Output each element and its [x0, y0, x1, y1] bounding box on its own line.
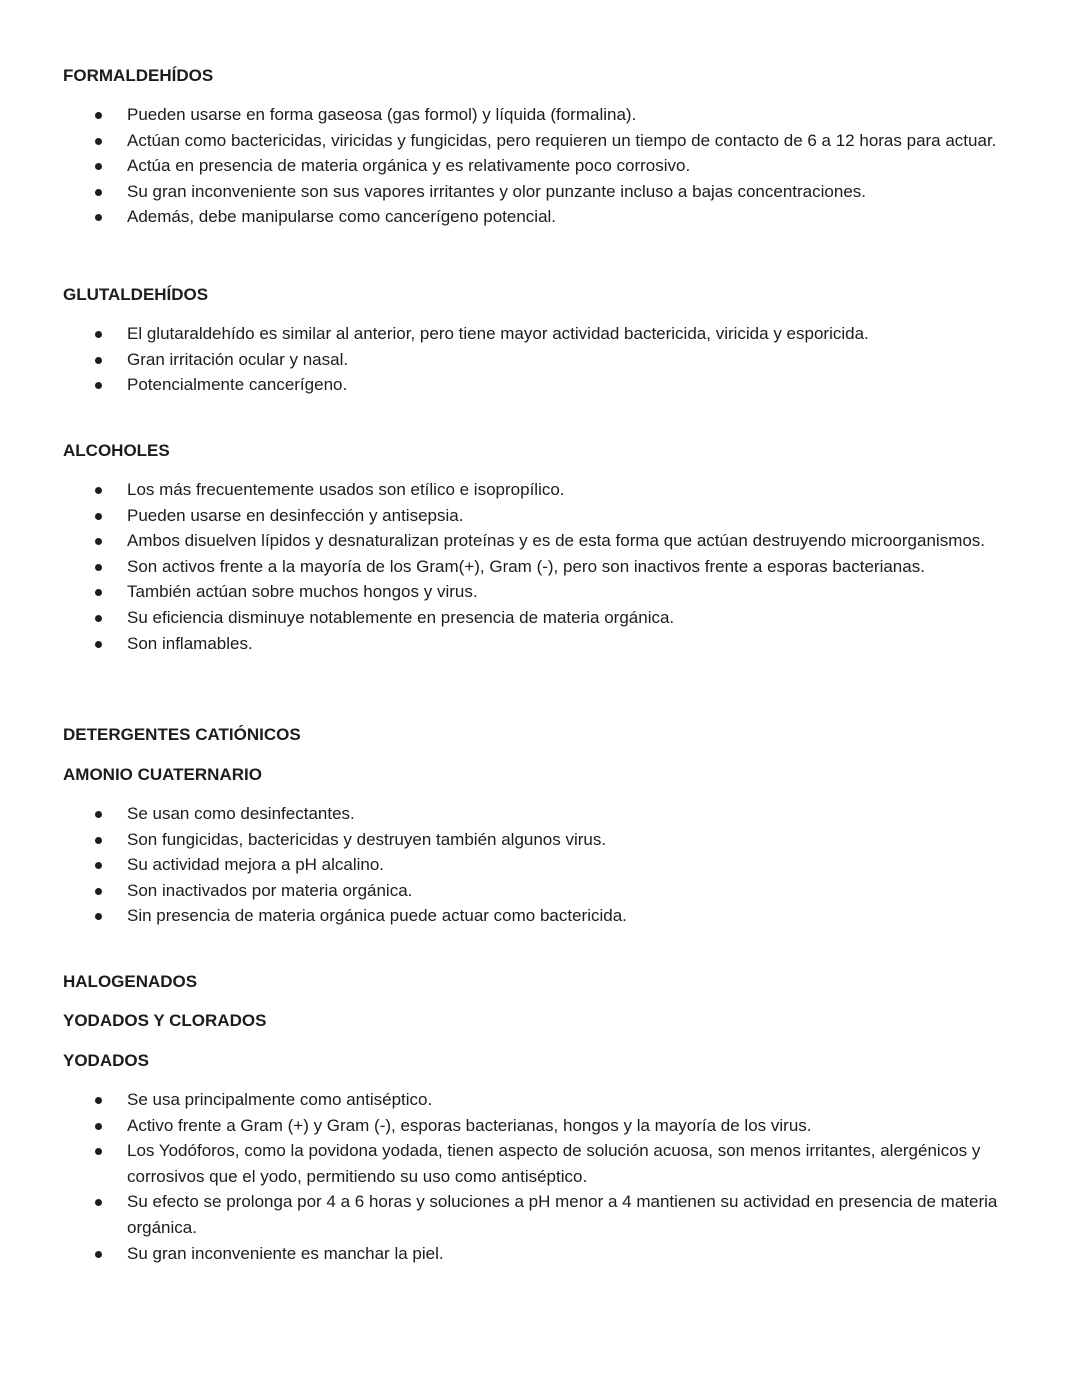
section-heading-detergentes-cationicos: DETERGENTES CATIÓNICOS: [63, 725, 301, 744]
bullet-icon: [95, 811, 102, 818]
section-subheading-yodados: YODADOS: [63, 1051, 149, 1070]
bullet-icon: [95, 1148, 102, 1155]
bullet-icon: [95, 163, 102, 170]
list-item: [0, 321, 1080, 347]
list-item-text: Son inflamables.: [127, 633, 253, 653]
bullet-icon: [95, 189, 102, 196]
bullet-icon: [95, 641, 102, 648]
list-item: [0, 102, 1080, 128]
list-item-text: También actúan sobre muchos hongos y virus.: [127, 582, 478, 602]
bullet-icon: [95, 331, 102, 338]
list-item-text: Son activos frente a la mayoría de los Gram(+), Gram (-), pero son inactivos frente a esporas bacterianas.: [127, 556, 925, 576]
bullet-icon: [95, 1251, 102, 1258]
bullet-icon: [95, 112, 102, 119]
list-item-text: Pueden usarse en desinfección y antisepsia.: [127, 505, 464, 525]
list-item-text: Su eficiencia disminuye notablemente en presencia de materia orgánica.: [127, 607, 675, 627]
list-item-text: Su gran inconveniente es manchar la piel.: [127, 1243, 444, 1263]
bullet-icon: [95, 564, 102, 571]
list-item: [0, 827, 1080, 853]
list-item: [0, 372, 1080, 398]
list-item-text: Actúa en presencia de materia orgánica y es relativamente poco corrosivo.: [127, 156, 691, 176]
section-heading-glutaldehidos: GLUTALDEHÍDOS: [63, 285, 209, 304]
bullet-list-formaldehidos: [0, 102, 1080, 230]
bullet-icon: [95, 538, 102, 545]
list-item-text: Su gran inconveniente son sus vapores irritantes y olor punzante incluso a bajas concentraciones.: [127, 181, 866, 201]
list-item: [0, 878, 1080, 904]
list-item-text: Potencialmente cancerígeno.: [127, 375, 348, 395]
list-item: [0, 852, 1080, 878]
list-item: [0, 347, 1080, 373]
bullet-list-alcoholes: [0, 477, 1080, 656]
list-item: [0, 503, 1080, 529]
list-item-text: Pueden usarse en forma gaseosa (gas formol) y líquida (formalina).: [127, 105, 637, 124]
bullet-icon: [95, 214, 102, 221]
list-item-text: Los más frecuentemente usados son etílico e isopropílico.: [127, 480, 565, 499]
list-item-text: Son fungicidas, bactericidas y destruyen también algunos virus.: [127, 829, 607, 849]
list-item: [0, 631, 1080, 657]
bullet-icon: [95, 913, 102, 920]
list-item-text: Ambos disuelven lípidos y desnaturalizan proteínas y es de esta forma que actúan destruyendo microorganismos.: [127, 531, 986, 551]
bullet-list-amonio-cuaternario: [0, 801, 1080, 929]
list-item: [0, 605, 1080, 631]
bullet-icon: [95, 615, 102, 622]
list-item-text: Su efecto se prolonga por 4 a 6 horas y soluciones a pH menor a 4 mantienen su actividad en presencia de materia orgánica.: [127, 1192, 998, 1237]
list-item: [0, 1241, 1080, 1267]
list-item: [0, 1087, 1080, 1113]
bullet-icon: [95, 837, 102, 844]
list-item-text: Actúan como bactericidas, viricidas y fungicidas, pero requieren un tiempo de contacto de 6 a 12 horas para actuar.: [127, 130, 997, 150]
section-heading-alcoholes: ALCOHOLES: [63, 441, 170, 460]
list-item: [0, 179, 1080, 205]
list-item-text: Se usa principalmente como antiséptico.: [127, 1090, 433, 1109]
list-item: [0, 477, 1080, 503]
list-item-text: Los Yodóforos, como la povidona yodada, tienen aspecto de solución acuosa, son menos irritantes, alergénicos y corrosivos que el yodo, permitiendo su uso como antiséptico.: [127, 1141, 981, 1186]
bullet-icon: [95, 138, 102, 145]
list-item: [0, 801, 1080, 827]
section-subheading-yodados-y-clorados: YODADOS Y CLORADOS: [63, 1011, 267, 1030]
bullet-icon: [95, 513, 102, 520]
list-item-text: Son inactivados por materia orgánica.: [127, 880, 413, 900]
bullet-icon: [95, 589, 102, 596]
list-item: [0, 204, 1080, 230]
bullet-icon: [95, 357, 102, 364]
list-item-text: Sin presencia de materia orgánica puede actuar como bactericida.: [127, 906, 627, 926]
bullet-icon: [95, 1097, 102, 1104]
bullet-icon: [95, 487, 102, 494]
bullet-icon: [95, 1199, 102, 1206]
list-item: [0, 579, 1080, 605]
list-item-text: El glutaraldehído es similar al anterior, pero tiene mayor actividad bactericida, viricida y esporicida.: [127, 324, 869, 343]
list-item-text: Gran irritación ocular y nasal.: [127, 349, 349, 369]
section-heading-formaldehidos: FORMALDEHÍDOS: [63, 66, 214, 85]
bullet-icon: [95, 382, 102, 389]
bullet-list-glutaldehidos: [0, 321, 1080, 398]
list-item: [0, 153, 1080, 179]
bullet-list-yodados: [0, 1087, 1080, 1266]
list-item-text: Su actividad mejora a pH alcalino.: [127, 855, 385, 875]
list-item-text: Se usan como desinfectantes.: [127, 804, 355, 823]
list-item: [0, 903, 1080, 929]
list-item: [0, 554, 1080, 580]
bullet-icon: [95, 1123, 102, 1130]
bullet-icon: [95, 862, 102, 869]
list-item: [0, 1189, 1080, 1240]
list-item: [0, 528, 1080, 554]
list-item-text: Activo frente a Gram (+) y Gram (-), esporas bacterianas, hongos y la mayoría de los virus.: [127, 1115, 812, 1135]
bullet-icon: [95, 888, 102, 895]
section-heading-halogenados: HALOGENADOS: [63, 972, 198, 991]
list-item: [0, 1113, 1080, 1139]
list-item-text: Además, debe manipularse como cancerígeno potencial.: [127, 207, 557, 227]
list-item: [0, 1138, 1080, 1189]
list-item: [0, 128, 1080, 154]
section-subheading-amonio-cuaternario: AMONIO CUATERNARIO: [63, 765, 262, 784]
